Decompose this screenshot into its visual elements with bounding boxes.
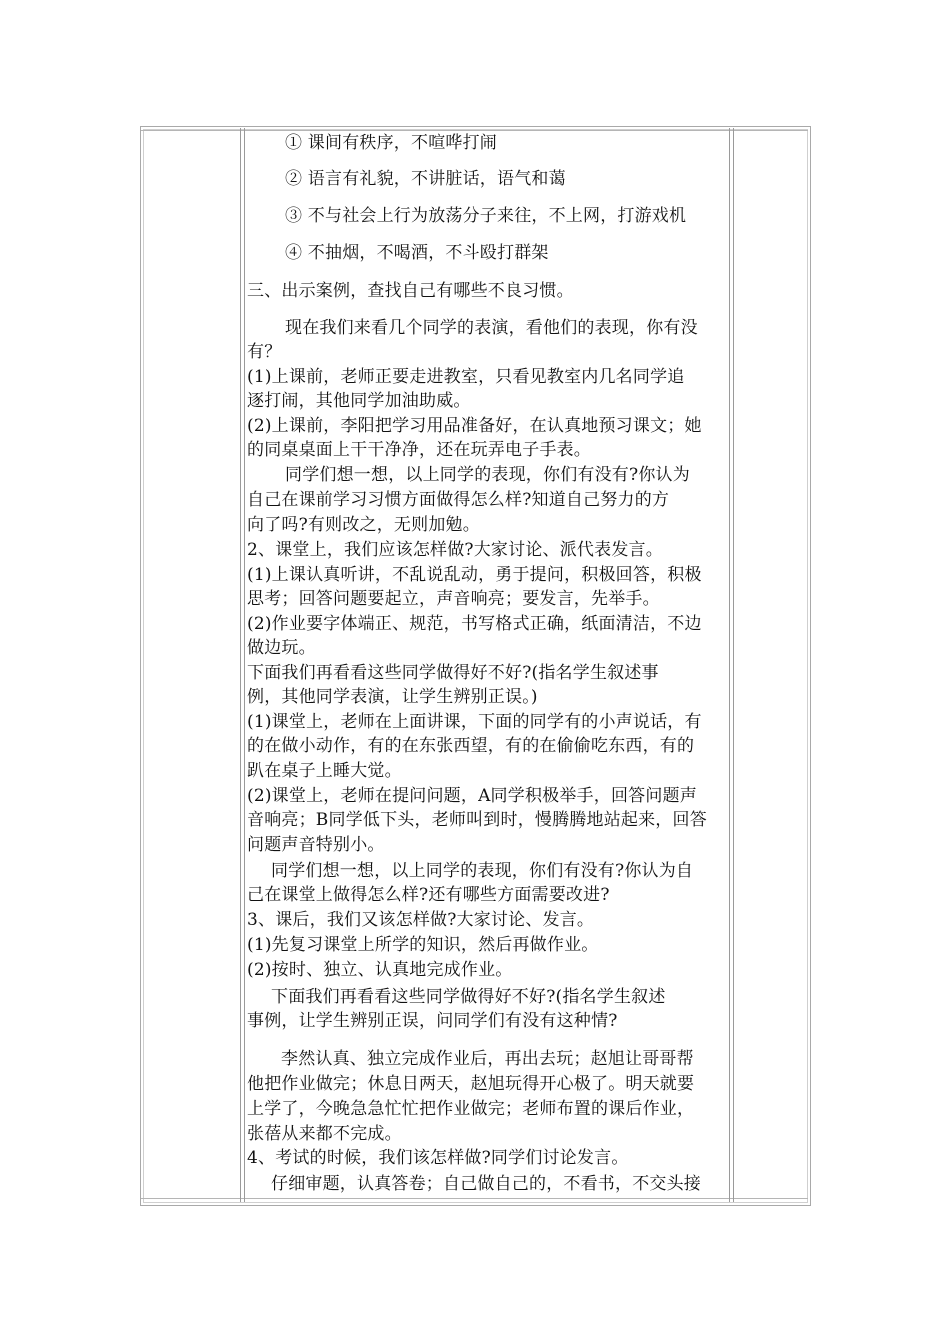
text-line: 仔细审题，认真答卷；自己做自己的，不看书，不交头接	[271, 1174, 701, 1194]
text-line: (2)作业要字体端正、规范，书写格式正确，纸面清洁，不边	[247, 614, 702, 634]
text-line: (2)课堂上，老师在提问问题，A同学积极举手，回答问题声	[247, 786, 697, 806]
text-line: 4、考试的时候，我们该怎样做?同学们讨论发言。	[247, 1148, 629, 1168]
text-line: 三、出示案例，查找自己有哪些不良习惯。	[247, 281, 574, 301]
text-line: (1)上课认真听讲，不乱说乱动，勇于提问，积极回答，积极	[247, 565, 702, 585]
text-line: 向了吗?有则改之，无则加勉。	[247, 515, 480, 535]
text-line: 问题声音特别小。	[247, 835, 385, 855]
text-line: 现在我们来看几个同学的表演，看他们的表现，你有没	[285, 318, 698, 338]
text-line: 己在课堂上做得怎么样?还有哪些方面需要改进?	[247, 885, 610, 905]
column-divider-left-2	[244, 128, 245, 1202]
text-line: 他把作业做完；休息日两天，赵旭玩得开心极了。明天就要	[247, 1074, 695, 1094]
text-line: 逐打闹，其他同学加油助威。	[247, 391, 471, 411]
text-line: 做边玩。	[247, 638, 316, 658]
text-line: 下面我们再看看这些同学做得好不好?(指名学生叙述事	[247, 663, 659, 683]
text-line: (1)先复习课堂上所学的知识，然后再做作业。	[247, 935, 599, 955]
text-line: 自己在课前学习习惯方面做得怎么样?知道自己努力的方	[247, 490, 670, 510]
text-line: 有？	[247, 342, 282, 362]
column-divider-left-1	[240, 128, 241, 1202]
text-line: 2、课堂上，我们应该怎样做?大家讨论、派代表发言。	[247, 540, 663, 560]
text-line: 下面我们再看看这些同学做得好不好?(指名学生叙述	[271, 987, 666, 1007]
text-line: 3、课后，我们又该怎样做?大家讨论、发言。	[247, 910, 595, 930]
text-line: 张蓓从来都不完成。	[247, 1124, 402, 1144]
text-line: 趴在桌子上睡大觉。	[247, 761, 402, 781]
text-line: 的在做小动作，有的在东张西望，有的在偷偷吃东西，有的	[247, 736, 695, 756]
text-line: ① 课间有秩序，不喧哗打闹	[285, 133, 498, 153]
text-line: 的同桌桌面上干干净净，还在玩弄电子手表。	[247, 440, 591, 460]
text-line: (1)课堂上，老师在上面讲课，下面的同学有的小声说话，有	[247, 712, 702, 732]
text-line: 例，其他同学表演，让学生辨别正误。)	[247, 687, 538, 707]
column-divider-right-2	[733, 128, 734, 1202]
text-line: 同学们想一想，以上同学的表现，你们有没有?你认为自	[271, 861, 694, 881]
text-line: 思考；回答问题要起立，声音响亮；要发言，先举手。	[247, 589, 660, 609]
text-line: 同学们想一想，以上同学的表现，你们有没有?你认为	[285, 465, 690, 485]
text-line: 事例，让学生辨别正误，问同学们有没有这种情?	[247, 1011, 618, 1031]
text-line: (2)按时、独立、认真地完成作业。	[247, 960, 513, 980]
text-line: ④ 不抽烟，不喝酒，不斗殴打群架	[285, 243, 549, 263]
lesson-content-cell	[247, 128, 731, 1200]
text-line: (1)上课前，老师正要走进教室，只看见教室内几名同学追	[247, 367, 685, 387]
text-line: ③ 不与社会上行为放荡分子来往，不上网，打游戏机	[285, 206, 687, 226]
text-line: 上学了，今晚急急忙忙把作业做完；老师布置的课后作业，	[247, 1099, 695, 1119]
text-line: (2)上课前，李阳把学习用品准备好，在认真地预习课文；她	[247, 416, 702, 436]
text-line: 李然认真、独立完成作业后，再出去玩；赵旭让哥哥帮	[281, 1049, 694, 1069]
text-line: 音响亮；B同学低下头，老师叫到时，慢腾腾地站起来，回答	[247, 810, 707, 830]
text-line: ② 语言有礼貌，不讲脏话，语气和蔼	[285, 169, 566, 189]
